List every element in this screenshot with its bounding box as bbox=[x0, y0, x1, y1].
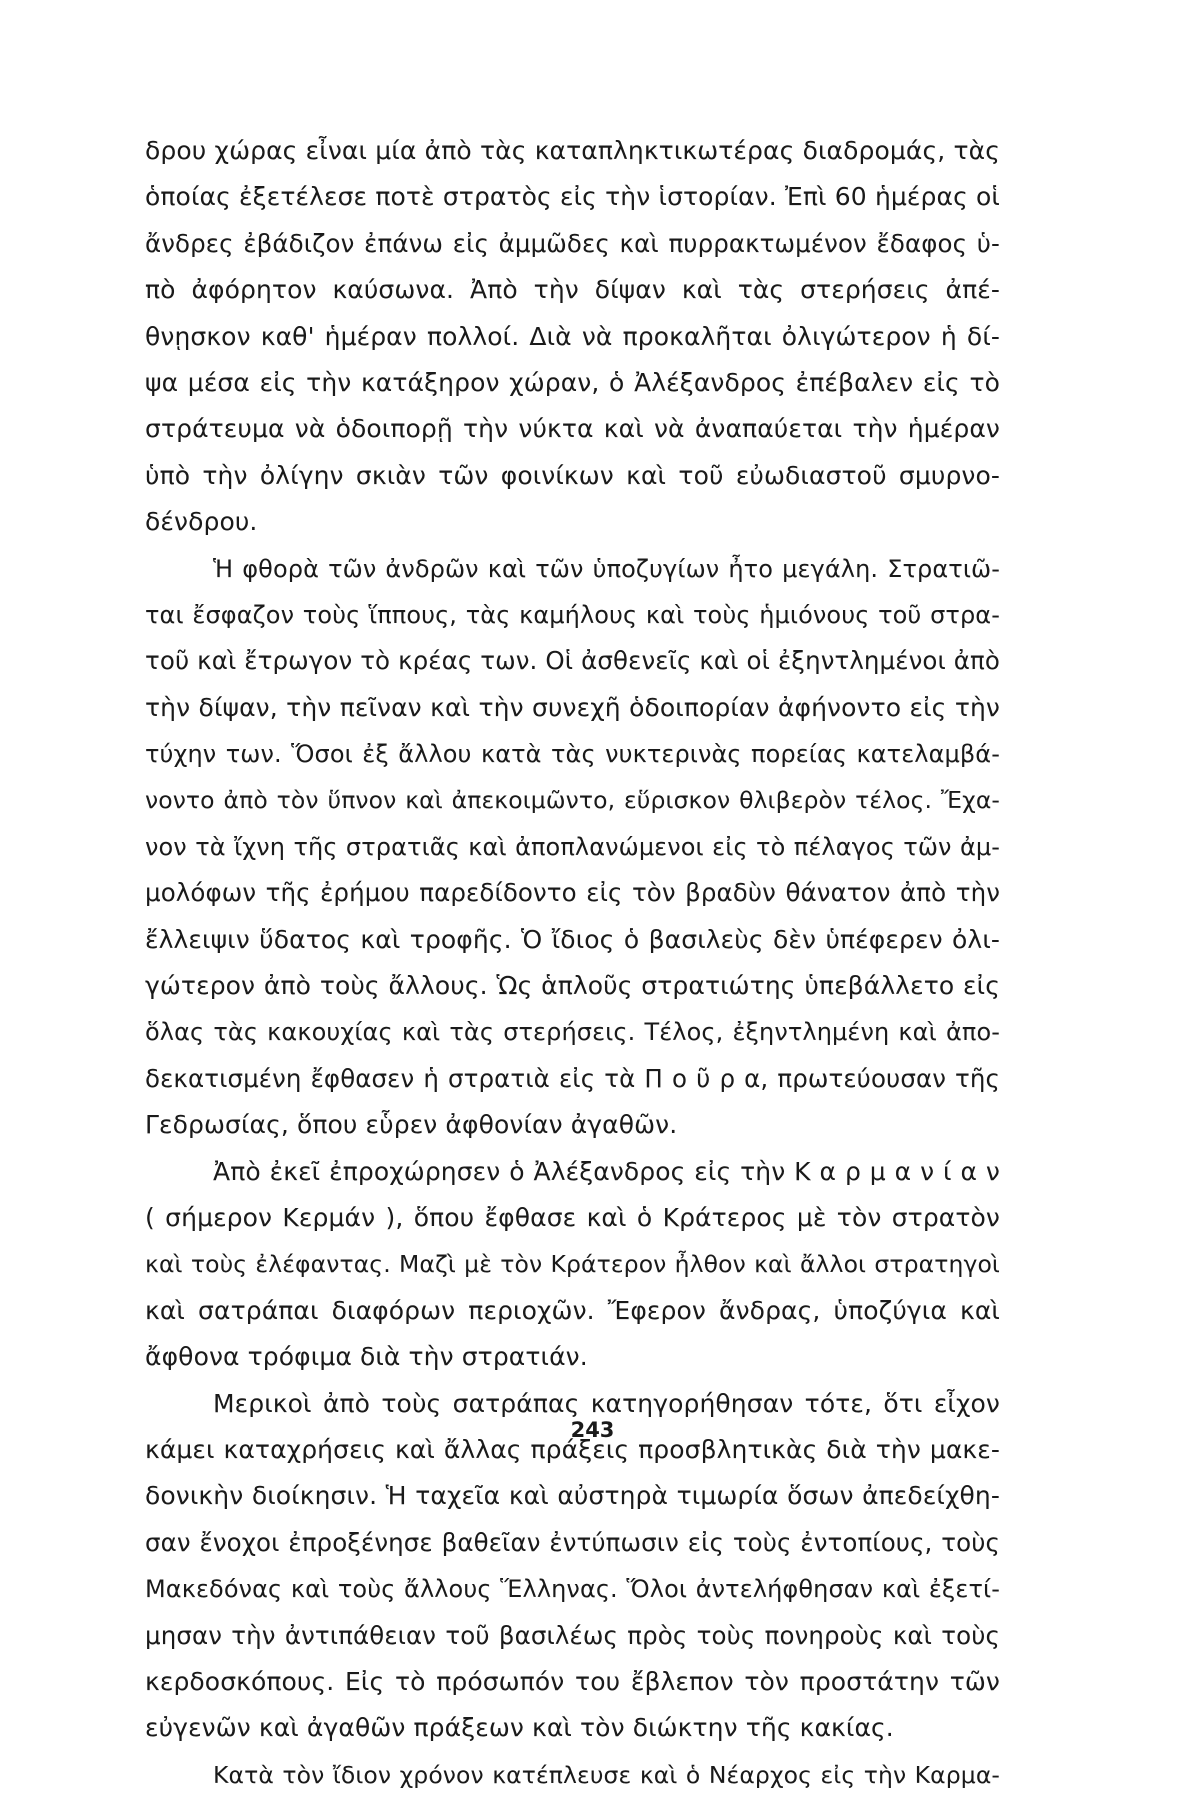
text-line: μολόφων τῆς ἐρήμου παρεδίδοντο εἰς τὸν βραδὺν θάνατον ἀπὸ τὴν bbox=[145, 878, 1000, 908]
text-line: ψα μέσα εἰς τὴν κατάξηρον χώραν, ὁ Ἀλέξανδρος ἐπέβαλεν εἰς τὸ bbox=[145, 367, 1000, 397]
text-line: νον τὰ ἴχνη τῆς στρατιᾶς καὶ ἀποπλανώμενοι εἰς τὸ πέλαγος τῶν ἀμ- bbox=[145, 832, 1000, 861]
text-line: Γεδρωσίας, ὅπου εὗρεν ἀφθονίαν ἀγαθῶν. bbox=[145, 1110, 678, 1140]
text-line: δρου χώρας εἶναι μία ἀπὸ τὰς καταπληκτικωτέρας διαδρομάς, τὰς bbox=[145, 136, 1000, 165]
text-line: ὁποίας ἐξετέλεσε ποτὲ στρατὸς εἰς τὴν ἱστορίαν. Ἐπὶ 60 ἡμέρας οἱ bbox=[145, 182, 1000, 212]
text-line: νοντο ἀπὸ τὸν ὕπνον καὶ ἀπεκοιμῶντο, εὕρισκον θλιβερὸν τέλος. Ἔχα- bbox=[145, 786, 1000, 815]
text-line: πὸ ἀφόρητον καύσωνα. Ἀπὸ τὴν δίψαν καὶ τὰς στερήσεις ἀπέ- bbox=[145, 275, 1000, 305]
text-line: ται ἔσφαζον τοὺς ἵππους, τὰς καμήλους καὶ τοὺς ἡμιόνους τοῦ στρα- bbox=[145, 600, 1000, 629]
text-line: ἄφθονα τρόφιμα διὰ τὴν στρατιάν. bbox=[145, 1342, 588, 1372]
text-line: ἔλλειψιν ὕδατος καὶ τροφῆς. Ὁ ἴδιος ὁ βασιλεὺς δὲν ὑπέφερεν ὀλι- bbox=[145, 924, 1000, 954]
text-line: γώτερον ἀπὸ τοὺς ἄλλους. Ὡς ἁπλοῦς στρατιώτης ὑπεβάλλετο εἰς bbox=[145, 971, 1000, 1001]
text-line: κάμει καταχρήσεις καὶ ἄλλας πράξεις προσβλητικὰς διὰ τὴν μακε- bbox=[145, 1434, 1000, 1464]
text-line: στράτευμα νὰ ὁδοιπορῇ τὴν νύκτα καὶ νὰ ἀναπαύεται τὴν ἡμέραν bbox=[145, 414, 1000, 444]
text-line: ( σήμερον Κερμάν ), ὅπου ἔφθασε καὶ ὁ Κράτερος μὲ τὸν στρατὸν bbox=[145, 1202, 1000, 1232]
body-text bbox=[145, 128, 1000, 1798]
text-line: Κατὰ τὸν ἴδιον χρόνον κατέπλευσε καὶ ὁ Νέαρχος εἰς τὴν Καρμα- bbox=[213, 1760, 1000, 1789]
text-line: τύχην των. Ὅσοι ἐξ ἄλλου κατὰ τὰς νυκτερινὰς πορείας κατελαμβά- bbox=[145, 740, 1000, 769]
text-line: ὑπὸ τὴν ὀλίγην σκιὰν τῶν φοινίκων καὶ τοῦ εὐωδιαστοῦ σμυρνο- bbox=[145, 460, 1000, 490]
text-line: δονικὴν διοίκησιν. Ἡ ταχεῖα καὶ αὐστηρὰ τιμωρία ὅσων ἀπεδείχθη- bbox=[145, 1481, 1000, 1511]
text-line: καὶ σατράπαι διαφόρων περιοχῶν. Ἔφερον ἄνδρας, ὑποζύγια καὶ bbox=[145, 1295, 1000, 1325]
text-line: δεκατισμένη ἔφθασεν ἡ στρατιὰ εἰς τὰ Π ο ῦ ρ α, πρωτεύουσαν τῆς bbox=[145, 1063, 1000, 1093]
text-line: Ἀπὸ ἐκεῖ ἐπροχώρησεν ὁ Ἀλέξανδρος εἰς τὴν Κ α ρ μ α ν ί α ν bbox=[213, 1156, 1000, 1186]
page-number: 243 bbox=[570, 1418, 615, 1442]
text-line: θνῃσκον καθ' ἡμέραν πολλοί. Διὰ νὰ προκαλῆται ὀλιγώτερον ἡ δί- bbox=[145, 321, 1000, 351]
text-line: Μερικοὶ ἀπὸ τοὺς σατράπας κατηγορήθησαν τότε, ὅτι εἶχον bbox=[213, 1388, 1000, 1418]
text-line: καὶ τοὺς ἐλέφαντας. Μαζὶ μὲ τὸν Κράτερον ἦλθον καὶ ἄλλοι στρατηγοὶ bbox=[145, 1250, 1000, 1279]
text-line: σαν ἔνοχοι ἐπροξένησε βαθεῖαν ἐντύπωσιν εἰς τοὺς ἐντοπίους, τοὺς bbox=[145, 1527, 1000, 1557]
text-line: κερδοσκόπους. Εἰς τὸ πρόσωπόν του ἔβλεπον τὸν προστάτην τῶν bbox=[145, 1666, 1000, 1696]
text-line: Μακεδόνας καὶ τοὺς ἄλλους Ἕλληνας. Ὅλοι ἀντελήφθησαν καὶ ἐξετί- bbox=[145, 1575, 1000, 1604]
text-line: δένδρου. bbox=[145, 507, 258, 537]
text-line: τὴν δίψαν, τὴν πεῖναν καὶ τὴν συνεχῆ ὁδοιπορίαν ἀφήνοντο εἰς τὴν bbox=[145, 692, 1000, 722]
text-line: ὅλας τὰς κακουχίας καὶ τὰς στερήσεις. Τέλος, ἐξηντλημένη καὶ ἀπο- bbox=[145, 1018, 1000, 1047]
text-line: εὐγενῶν καὶ ἀγαθῶν πράξεων καὶ τὸν διώκτην τῆς κακίας. bbox=[145, 1713, 894, 1743]
text-line: τοῦ καὶ ἔτρωγον τὸ κρέας των. Οἱ ἀσθενεῖς καὶ οἱ ἐξηντλημένοι ἀπὸ bbox=[145, 646, 1000, 676]
text-line: ἄνδρες ἐβάδιζον ἐπάνω εἰς ἀμμῶδες καὶ πυρρακτωμένον ἔδαφος ὑ- bbox=[145, 228, 1000, 258]
text-line: Ἡ φθορὰ τῶν ἀνδρῶν καὶ τῶν ὑποζυγίων ἦτο μεγάλη. Στρατιῶ- bbox=[213, 554, 1000, 583]
text-line: μησαν τὴν ἀντιπάθειαν τοῦ βασιλέως πρὸς τοὺς πονηροὺς καὶ τοὺς bbox=[145, 1620, 1000, 1650]
